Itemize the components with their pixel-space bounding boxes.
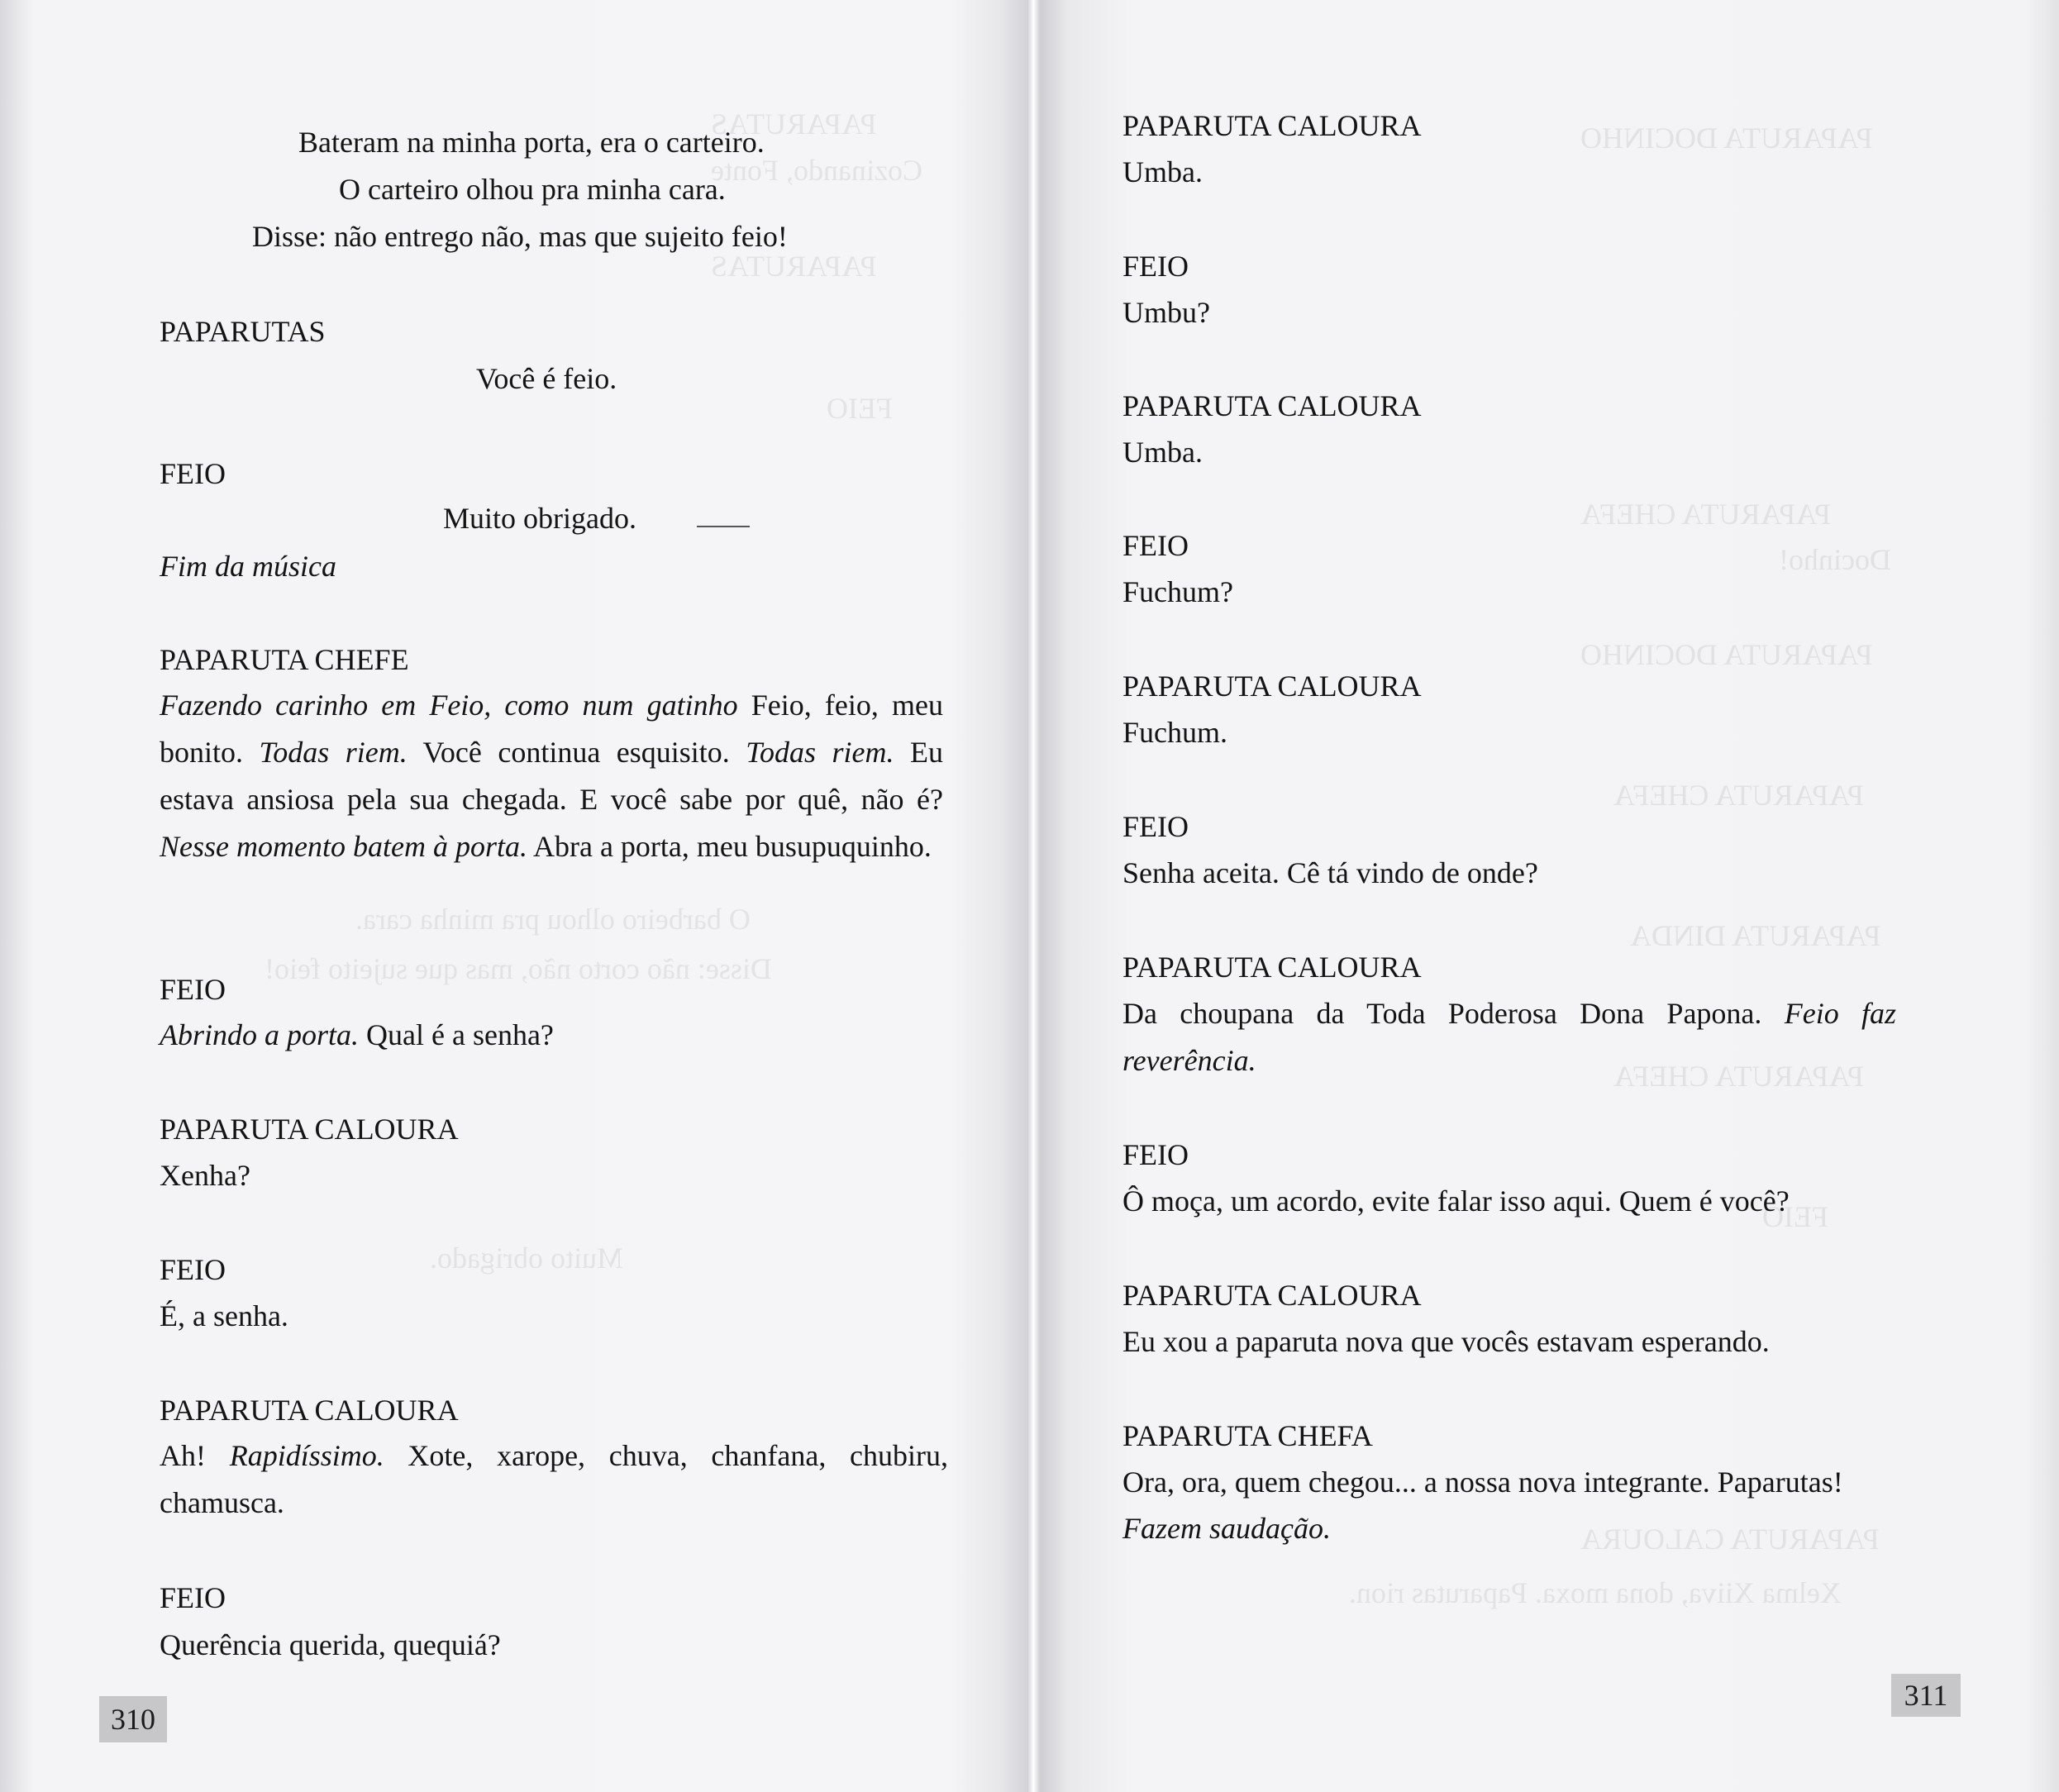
dialogue-line: Querência querida, quequiá? [160,1628,501,1661]
show-through-line: PAPARUTA DOCINHO [1580,122,1873,155]
dialogue-line: Umba. [1122,436,1203,469]
speaker-name: FEIO [1122,529,1189,562]
show-through-line: Docinho! [1779,543,1891,576]
dialogue-line: Umbu? [1122,296,1210,329]
dialogue-line: Ô moça, um acordo, evite falar isso aqui. Quem é você? [1122,1184,1790,1218]
speaker-name: FEIO [160,973,226,1006]
stage-direction: Fazendo carinho em Feio, como num gatinho [160,689,738,722]
page-number: 311 [1891,1674,1961,1717]
dialogue-line: Ora, ora, quem chegou... a nossa nova integrante. Paparutas! [1122,1466,1843,1499]
speaker-name: FEIO [1122,250,1189,283]
show-through-line: Cozinando, Fonte [711,154,922,187]
dialogue-line: Abrindo a porta. Qual é a senha? [160,1018,554,1051]
speaker-name: FEIO [160,1581,226,1614]
show-through-line: Muito obrigado. [430,1242,623,1275]
show-through-line: FEIO [1762,1200,1828,1233]
show-through-line: PAPARUTAS [711,107,877,141]
show-through-line: PAPARUTA DINDA [1630,919,1881,952]
song-line: O carteiro olhou pra minha cara. [339,173,726,206]
dialogue-line: Muito obrigado. [443,502,636,535]
stage-direction: Todas riem. [746,736,894,769]
stage-direction: Abrindo a porta. [160,1018,360,1051]
page-number: 310 [99,1696,167,1742]
speaker-name: FEIO [1122,1138,1189,1171]
speaker-name: PAPARUTA CALOURA [1122,670,1422,703]
speaker-name: PAPARUTA CALOURA [1122,951,1422,984]
show-through-line: Disse: não corto não, mas que sujeito feio! [265,952,772,985]
show-through-line: PAPARUTA DOCINHO [1580,638,1873,671]
speaker-name: PAPARUTAS [160,315,326,348]
dialogue-line: Você é feio. [476,362,617,395]
speaker-name: PAPARUTA CALOURA [160,1113,459,1146]
show-through-line: PAPARUTA CALOURA [1580,1523,1880,1556]
dialogue-line: É, a senha. [160,1299,288,1332]
show-through-line: PAPARUTA CHEFA [1580,498,1831,531]
show-through-line: Xelma Xiiva, dona moxa. Paparutas rion. [1349,1576,1842,1609]
dialogue-line: Fuchum. [1122,716,1228,749]
book-spine [1028,0,1040,1792]
speaker-name: PAPARUTA CALOURA [1122,1279,1422,1312]
speaker-name: PAPARUTA CALOURA [1122,389,1422,422]
dialogue-line: Eu xou a paparuta nova que vocês estavam esperando. [1122,1325,1770,1358]
song-line: Disse: não entrego não, mas que sujeito feio! [252,220,788,253]
dialogue-line: Xenha? [160,1159,250,1192]
speaker-name: FEIO [160,457,226,490]
stage-direction: Fazem saudação. [1122,1512,1331,1545]
dialogue-line: Fuchum? [1122,575,1233,608]
speaker-name: PAPARUTA CALOURA [1122,109,1422,142]
show-through-line: PAPARUTA CHEFA [1613,1060,1864,1093]
show-through-line: FEIO [827,392,893,425]
dialogue-line: Umba. [1122,155,1203,188]
stage-direction: Todas riem. [259,736,408,769]
speaker-name: FEIO [160,1253,226,1286]
stage-direction: Nesse momento batem à porta. [160,830,527,863]
speaker-name: PAPARUTA CHEFE [160,643,409,676]
dialogue-paragraph: Fazendo carinho em Feio, como num gatinho Feio, feio, meu bonito. Todas riem. Você continua esquisito. Todas riem. Eu estava ansiosa pela sua chegada. E você sabe por quê, não é? Nesse momento batem à porta. Abra a porta, meu busupuquinho. [160,689,943,863]
speaker-name: PAPARUTA CALOURA [160,1394,459,1427]
speaker-name: FEIO [1122,810,1189,843]
show-through-line: PAPARUTA CHEFA [1613,779,1864,812]
show-through-line: O barbeiro olhou pra minha cara. [355,903,751,936]
stage-direction: Fim da música [160,550,336,583]
stage-direction: Rapidíssimo. [229,1439,384,1472]
dialogue-line: Senha aceita. Cê tá vindo de onde? [1122,856,1538,889]
pencil-mark [697,526,750,527]
dialogue-paragraph: Da choupana da Toda Poderosa Dona Papona. Feio faz reverência. [1122,997,1896,1077]
stage-direction: Feio faz reverência. [1122,997,1896,1077]
dialogue-paragraph: Ah! Rapidíssimo. Xote, xarope, chuva, chanfana, chubiru, chamusca. [160,1439,948,1519]
speaker-name: PAPARUTA CHEFA [1122,1419,1373,1452]
show-through-line: PAPARUTAS [711,250,877,283]
song-line: Bateram na minha porta, era o carteiro. [298,126,765,159]
